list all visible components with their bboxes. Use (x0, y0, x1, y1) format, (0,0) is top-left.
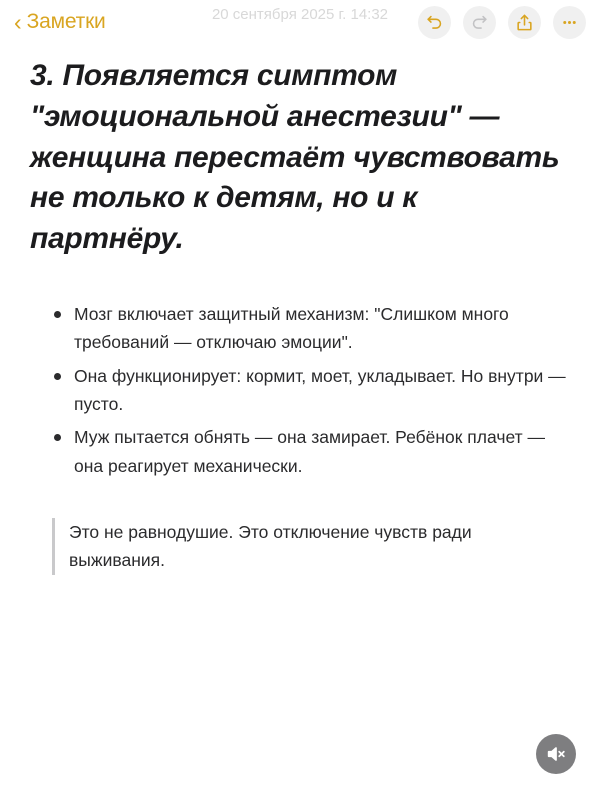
back-to-notes-button[interactable] (14, 10, 106, 34)
note-timestamp-faded: 20 сентября 2025 г. 14:32 (211, 6, 389, 23)
list-item: Муж пытается обнять — она замирает. Ребёнок плачет — она реагирует механически. (54, 423, 572, 480)
undo-button[interactable] (418, 6, 451, 39)
more-options-button[interactable] (553, 6, 586, 39)
note-blockquote: Это не равнодушие. Это отключение чувств ради выживания. (52, 518, 572, 575)
redo-button[interactable] (463, 6, 496, 39)
mute-toggle-button[interactable] (536, 734, 576, 774)
note-title: 3. Появляется симптом "эмоциональной анестезии" — женщина перестаёт чувствовать не только к детям, но и к партнёру. (30, 59, 560, 256)
redo-icon (470, 13, 489, 32)
speaker-mute-icon (545, 743, 567, 765)
back-button-label: Заметки (26, 10, 106, 33)
more-icon (560, 13, 579, 32)
note-content (0, 44, 600, 575)
share-icon (515, 13, 534, 32)
chevron-left-icon: ‹ (14, 8, 22, 35)
top-actions (418, 6, 586, 39)
bullet-list (30, 300, 572, 480)
undo-icon (425, 13, 444, 32)
share-button[interactable] (508, 6, 541, 39)
top-bar (0, 0, 600, 44)
list-item: Мозг включает защитный механизм: "Слишком много требований — отключаю эмоции". (54, 300, 572, 357)
list-item: Она функционирует: кормит, моет, укладывает. Но внутри — пусто. (54, 362, 572, 419)
